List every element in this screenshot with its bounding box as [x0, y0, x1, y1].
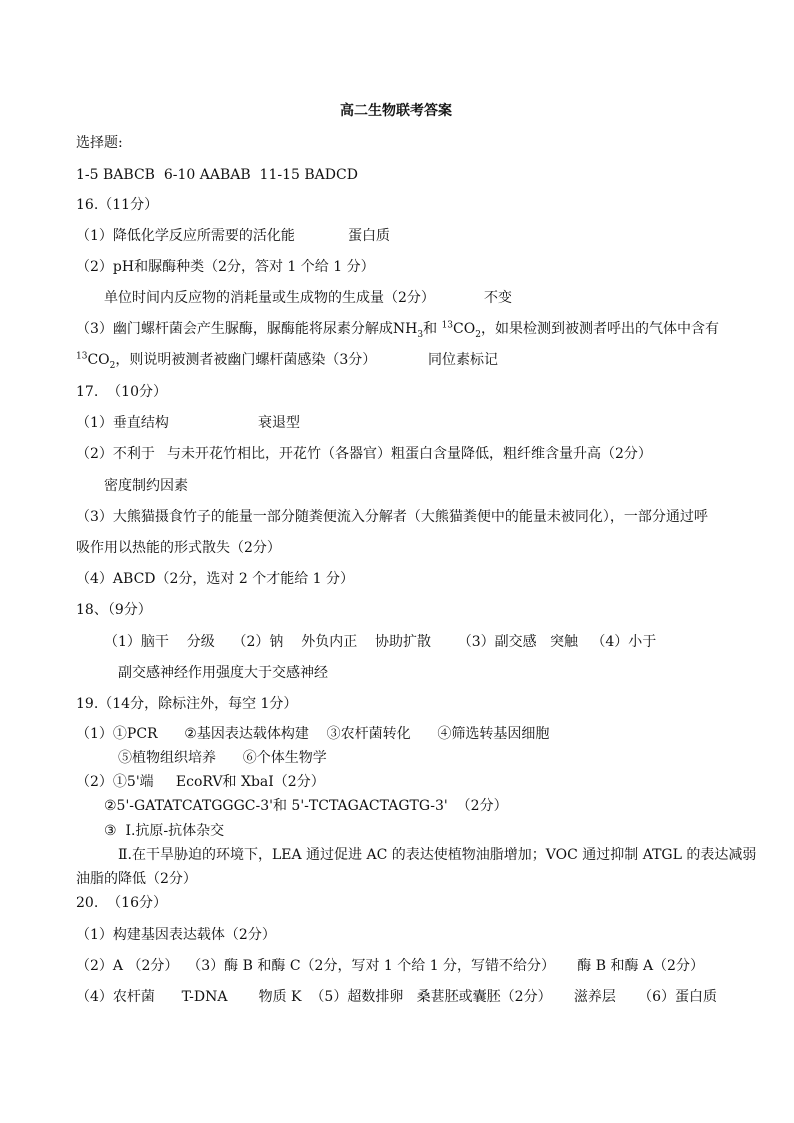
- q16-heading: 16.（11分）: [76, 197, 159, 213]
- q19-part2-line2: ②5'-GATATCATGGGC-3'和 5'-TCTAGACTAGTG-3' （2分）: [104, 798, 508, 814]
- q20-part1-answer: （1）构建基因表达载体（2分）: [76, 927, 276, 943]
- q16-p3a-sub2: 2: [475, 329, 481, 340]
- q20-part4-6-answers: （4）农杆菌 T-DNA 物质 K （5）超数排卵 桑葚胚或囊胚（2分） 滋养层 （6）蛋白质: [76, 989, 717, 1005]
- q19-part2-line1: （2）①5'端 EcoRV和 XbaI（2分）: [76, 774, 325, 790]
- q17-heading: 17. （10分）: [76, 384, 167, 400]
- q16-part3-answer-b: 同位素标记: [428, 352, 498, 368]
- q16-part1-answer-a: （1）降低化学反应所需要的活化能: [76, 228, 295, 244]
- q19-part2-line5: 油脂的降低（2分）: [76, 871, 197, 887]
- q16-p3a3: CO: [453, 321, 476, 337]
- q16-p3b2: ，则说明被测者被幽门螺杆菌感染（3分）: [115, 352, 377, 368]
- q17-part3-line1: （3）大熊猫摄食竹子的能量一部分随粪便流入分解者（大熊猫粪便中的能量未被同化），一部分通过呼: [76, 509, 708, 525]
- q17-part2-answer-c: 密度制约因素: [104, 478, 188, 494]
- q16-p3b-sub: 2: [109, 360, 116, 371]
- q17-part1-answer-a: （1）垂直结构: [76, 415, 169, 431]
- q16-part3-line1: [76, 320, 719, 338]
- q16-part2-answer: （2）pH和脲酶种类（2分，答对 1 个给 1 分）: [76, 259, 375, 275]
- q19-part1-line2: ⑤植物组织培养 ⑥个体生物学: [118, 750, 327, 766]
- q16-p3b1: CO: [87, 352, 110, 368]
- q18-answers-line1: （1）脑干 分级 （2）钠 外负内正 协助扩散 （3）副交感 突触 （4）小于: [104, 634, 657, 650]
- q16-part3-line2: [76, 351, 376, 369]
- q17-part3-line2: 吸作用以热能的形式散失（2分）: [76, 540, 281, 556]
- q19-heading: 19.（14分，除标注外，每空 1分）: [76, 696, 298, 712]
- choice-heading: 选择题:: [76, 135, 123, 151]
- q16-p3a2: 和: [423, 321, 442, 337]
- page-title: 高二生物联考答案: [340, 103, 452, 119]
- q16-p3a4: ，如果检测到被测者呼出的气体中含有: [480, 321, 719, 337]
- q17-part2-answer-a: （2）不利于: [76, 446, 155, 462]
- q19-part1-line1: （1）①PCR ②基因表达载体构建 ③农杆菌转化 ④筛选转基因细胞: [76, 726, 550, 742]
- q16-part2-answer-b: 不变: [484, 290, 512, 306]
- q16-part1-answer-b: 蛋白质: [348, 228, 390, 244]
- choice-answers: 1-5 BABCB 6-10 AABAB 11-15 BADCD: [76, 167, 358, 183]
- q16-p3b-sup: 13: [76, 351, 88, 362]
- q20-heading: 20. （16分）: [76, 895, 167, 911]
- q16-part2-answer-a: 单位时间内反应物的消耗量或生成物的生成量（2分）: [104, 290, 435, 306]
- q17-part2-answer-b: 与未开花竹相比，开花竹（各器官）粗蛋白含量降低，粗纤维含量升高（2分）: [167, 446, 652, 462]
- q16-p3a-sup: 13: [441, 320, 454, 331]
- q18-heading: 18、（9分）: [76, 602, 152, 618]
- q17-part1-answer-b: 衰退型: [258, 415, 300, 431]
- q19-part2-line4: Ⅱ.在干旱胁迫的环境下，LEA 通过促进 AC 的表达使植物油脂增加；VOC 通过抑制 ATGL 的表达减弱: [118, 847, 757, 863]
- q16-p3a: （3）幽门螺杆菌会产生脲酶，脲酶能将尿素分解成NH: [76, 321, 418, 337]
- q20-part2-3-answers: （2）A （2分） （3）酶 B 和酶 C（2分，写对 1 个给 1 分，写错不给分） 酶 B 和酶 A（2分）: [76, 958, 704, 974]
- q19-part2-line3: ③ Ⅰ.抗原-抗体杂交: [104, 823, 225, 839]
- q18-answers-line2: 副交感神经作用强度大于交感神经: [118, 665, 328, 681]
- q17-part4-answer: （4）ABCD（2分，选对 2 个才能给 1 分）: [76, 571, 355, 587]
- q16-p3a-sub: 3: [417, 329, 424, 340]
